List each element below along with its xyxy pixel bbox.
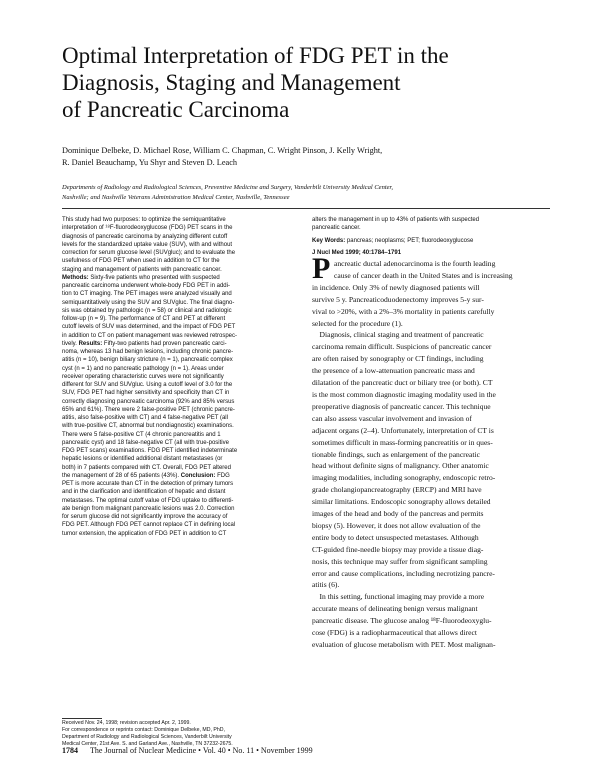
body-line: imaging modalities, including sonography, endoscopic retro-: [312, 473, 496, 483]
abstract-line: alters the management in up to 43% of patients with suspected: [312, 217, 480, 223]
footnote-line: Medical Center, 21st Ave. S. and Garland Ave., Nashville, TN 37232-2675.: [62, 741, 233, 747]
body-line: evaluation of glucose metabolism with PET. Most malignan-: [312, 640, 496, 649]
title-line: Diagnosis, Staging and Management: [62, 70, 401, 95]
author-line: R. Daniel Beauchamp, Yu Shyr and Steven D. Leach: [62, 158, 238, 167]
abstract-line: for serum glucose did not significantly improve the accuracy of: [62, 514, 228, 520]
body-line: error and cause complications, including necrotizing pancre-: [312, 568, 495, 578]
abstract-line: cyst (n = 1) and no pancreatic pathology (n = 1). Areas under: [62, 365, 224, 372]
abstract-line: PET is more accurate than CT in the detection of primary tumors: [62, 481, 234, 487]
body-line: entire body to detect unsuspected metastases. Although: [312, 532, 479, 542]
body-line: dilatation of the pancreatic duct or biliary tree (or both). CT: [312, 378, 493, 388]
body-line: survive 5 y. Pancreaticoduodenectomy improves 5-y sur-: [312, 294, 484, 304]
body-line: images of the head and body of the pancreas and permits: [312, 509, 484, 519]
abstract-line: noma, whereas 13 had benign lesions, including chronic pancre-: [62, 349, 234, 355]
footnote-line: Received Nov. 24, 1998; revision accepted Apr. 2, 1999.: [62, 720, 191, 726]
abstract-line: tion to CT imaging. The PET images were analyzed visually and: [62, 291, 232, 298]
keywords: [312, 237, 552, 245]
abstract-line: correctly diagnosing pancreatic carcinoma (92% and 85% versus: [62, 398, 235, 405]
footnote-divider: [62, 718, 102, 719]
abstract-line: the management of 28 of 65 patients (43%). Conclusion: FDG: [62, 472, 230, 479]
body-line: cause of cancer death in the United States and is increasing: [334, 270, 513, 280]
body-line: vival to >20%, with a 2%–3% mortality in patients carefully: [312, 306, 495, 316]
abstract-line: semiquantitatively using the SUV and SUVgluc. The final diagno-: [62, 299, 235, 306]
body-line: preoperative diagnosis of pancreatic cancer. This technique: [312, 401, 491, 411]
keywords-text: pancreas; neoplasms; PET; fluorodeoxyglucose: [345, 237, 474, 244]
body-line: in incidence. Only 3% of newly diagnosed patients will: [312, 282, 480, 292]
keywords-label: Key Words:: [312, 237, 346, 244]
body-line: atitis (6).: [312, 580, 340, 590]
title-line: of Pancreatic Carcinoma: [62, 97, 290, 122]
body-line: accurate means of delineating benign versus malignant: [312, 604, 478, 614]
abstract-line: pancreatic carcinoma underwent whole-body FDG PET in addi-: [62, 283, 230, 289]
body-line: selected for the procedure (1).: [312, 318, 403, 328]
abstract-line: atitis, also false-positive with CT) and 4 false-negative PET (all: [62, 415, 228, 421]
body-line: carcinoma remain difficult. Suspicions of pancreatic cancer: [312, 342, 492, 352]
body-line: CT-guided fine-needle biopsy may provide a tissue diag-: [312, 544, 484, 554]
journal-reference: [312, 249, 552, 257]
abstract-line: interpretation of ¹⁸F-fluorodeoxyglucose (FDG) PET scans in the: [62, 225, 233, 232]
abstract-line: different for SUV and SUVgluc. Using a cutoff level of 3.0 for the: [62, 382, 233, 388]
abstract-line: and in the clarification and identification of hepatic and distant: [62, 489, 226, 496]
affiliation-line: Nashville; and Nashville Veterans Administration Medical Center, Nashville, Tennessee: [62, 193, 290, 201]
body-line: biopsy (5). However, it does not allow evaluation of the: [312, 520, 481, 530]
abstract-line: metastases. The optimal cutoff value of FDG uptake to differenti-: [62, 497, 234, 504]
abstract-line: FDG PET. Although FDG PET cannot replace CT in defining local: [62, 522, 236, 529]
abstract-line: Methods: Sixty-five patients who presented with suspected: [62, 274, 220, 281]
drop-cap: P: [312, 252, 331, 285]
footnote-line: Department of Radiology and Radiological Sciences, Vanderbilt University: [62, 734, 232, 740]
body-line: head without definite signs of malignancy. Other anatomic: [312, 461, 489, 471]
abstract-line: both) in 7 patients compared with CT. Overall, FDG PET altered: [62, 464, 231, 471]
abstract-line: tively. Results: Fifty-two patients had proven pancreatic carci-: [62, 340, 227, 347]
footnotes: [62, 720, 302, 748]
header-divider: [62, 208, 550, 209]
body-line: In this setting, functional imaging may provide a more: [312, 592, 485, 602]
abstract-line: diagnosis of pancreatic carcinoma by analyzing different cutoff: [62, 233, 228, 240]
abstract-line: correction for serum glucose level (SUVgluc); and to evaluate the: [62, 250, 236, 256]
article-title: [62, 42, 542, 123]
body-line: cose (FDG) is a radiopharmaceutical that allows direct: [312, 628, 477, 638]
abstract-line: ate benign from malignant pancreatic lesions was 2.0. Correction: [62, 505, 235, 512]
affiliations: [62, 183, 562, 202]
body-line: is the most common diagnostic imaging modality used in the: [312, 389, 496, 399]
abstract-line: sis was obtained by pathologic (n = 58) or clinical and radiologic: [62, 307, 232, 314]
abstract-line: This study had two purposes: to optimize the semiquantitative: [62, 217, 226, 223]
abstract-line: follow-up (n = 9). The performance of CT and PET at different: [62, 316, 226, 322]
affiliation-line: Departments of Radiology and Radiological Sciences, Preventive Medicine and Surgery, Vanderbilt University Medical Center,: [62, 184, 393, 191]
abstract: [62, 216, 295, 538]
body-line: are often raised by sonography or CT findings, including: [312, 354, 484, 364]
author-list: [62, 145, 552, 169]
body-line: similar limitations. Endoscopic sonography allows detailed: [312, 497, 491, 507]
abstract-line: with true-positive CT, abnormal but nondiagnostic) examinations.: [62, 423, 234, 430]
journal-reference-text: J Nucl Med 1999; 40:1784–1791: [312, 249, 402, 256]
abstract-line: receiver operating characteristic curves were not significantly: [62, 373, 224, 380]
body-line-text: ancreatic ductal adenocarcinoma is the fourth leading: [334, 259, 496, 268]
abstract-line: pancreatic cyst) and 18 false-negative CT (all with true-positive: [62, 439, 229, 446]
page-number: 1784: [62, 746, 78, 755]
abstract-line: usefulness of FDG PET when used in addition to CT for the: [62, 258, 220, 265]
body-line: Diagnosis, clinical staging and treatment of pancreatic: [312, 330, 484, 340]
abstract-line: atitis (n = 10), benign biliary stricture (n = 1), pancreatic complex: [62, 357, 233, 364]
body-line: sometimes difficult in mass-forming pancreatitis or in ques-: [312, 437, 493, 447]
abstract-line: pancreatic cancer.: [312, 225, 361, 232]
abstract-line: There were 5 false-positive CT (4 chronic pancreatitis and 1: [62, 431, 221, 438]
page-footer: [62, 746, 542, 756]
body-line: nosis, this technique may suffer from significant sampling: [312, 556, 488, 566]
abstract-line: hepatic lesions or identified additional distant metastases (or: [62, 456, 223, 463]
running-footer: The Journal of Nuclear Medicine • Vol. 40 • No. 11 • November 1999: [90, 746, 313, 755]
abstract-line: staging and management of patients with pancreatic cancer.: [62, 266, 222, 273]
abstract-line: levels for the standardized uptake value (SUV), with and without: [62, 241, 233, 248]
abstract-line: in addition to CT on patient management was reviewed retrospec-: [62, 332, 237, 339]
body-line: grade cholangiopancreatography (ERCP) and MRI have: [312, 485, 482, 495]
body-line: the presence of a low-attenuation pancreatic mass and: [312, 366, 475, 376]
abstract-line: 65% and 61%). There were 2 false-positive PET (chronic pancre-: [62, 406, 235, 413]
abstract-line: tumor extension, the application of FDG PET in addition to CT: [62, 530, 227, 537]
footnote-line: For correspondence or reprints contact: Dominique Delbeke, MD, PhD,: [62, 727, 225, 733]
abstract-line: cutoff levels of SUV was determined, and the impact of FDG PET: [62, 324, 236, 331]
abstract-line: SUV, FDG PET had higher sensitivity and specificity than CT in: [62, 390, 230, 397]
author-line: Dominique Delbeke, D. Michael Rose, William C. Chapman, C. Wright Pinson, J. Kelly Wright,: [62, 146, 383, 155]
body-line: pancreatic disease. The glucose analog ¹⁸F-fluorodeoxyglu-: [312, 616, 492, 626]
abstract-continued: [312, 216, 552, 257]
abstract-line: FDG PET scans) examinations. FDG PET identified indeterminate: [62, 448, 238, 454]
body-line: can also assess vascular involvement and invasion of: [312, 413, 472, 423]
body-line: tionable findings, such as enlargement of the pancreatic: [312, 449, 480, 459]
title-line: Optimal Interpretation of FDG PET in the: [62, 43, 449, 68]
body-line: adjacent organs (2–4). Unfortunately, interpretation of CT is: [312, 425, 494, 435]
